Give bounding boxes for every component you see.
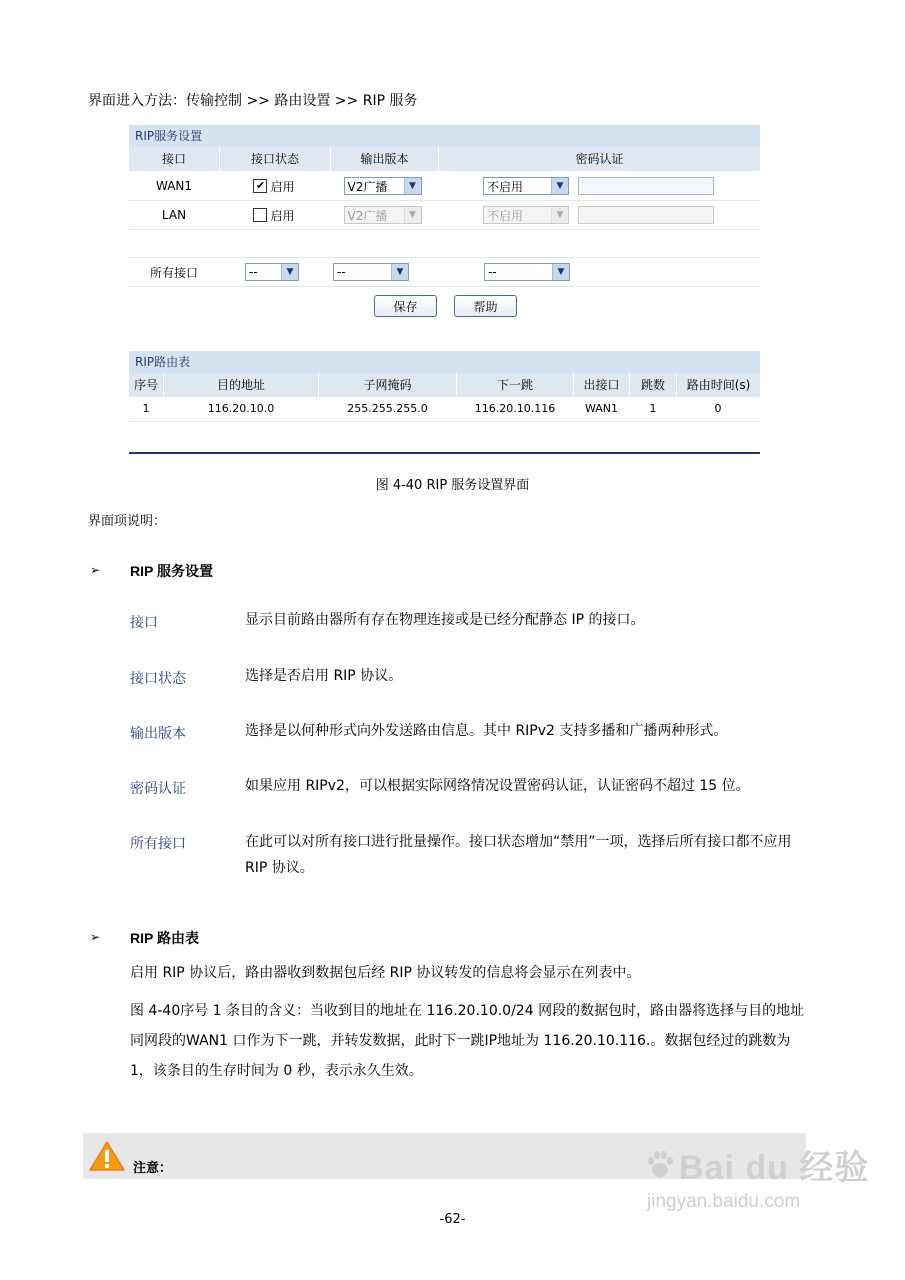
header-interface: 接口: [129, 147, 220, 171]
section-title: RIP 路由表: [130, 930, 199, 946]
cell-hops: 1: [649, 402, 657, 415]
chevron-down-icon: ▼: [552, 264, 569, 280]
section-title: RIP 服务设置: [130, 563, 213, 579]
rip-route-table: [129, 351, 760, 422]
header-version: 输出版本: [331, 147, 439, 171]
navigation-path: 界面进入方法：传输控制 >> 路由设置 >> RIP 服务: [88, 93, 418, 109]
all-status-select[interactable]: -- ▼: [245, 263, 299, 281]
status-label: 启用: [270, 208, 295, 223]
figure-caption: 图 4-40 RIP 服务设置界面: [375, 478, 530, 493]
paw-icon: [643, 1148, 677, 1182]
version-select[interactable]: V2广播 ▼: [344, 206, 422, 224]
term-description: 在此可以对所有接口进行批量操作。接口状态增加“禁用”一项，选择后所有接口都不应用 RIP 协议。: [245, 834, 792, 876]
cell-destination: 116.20.10.0: [207, 402, 275, 415]
interface-row-lan: [129, 201, 760, 230]
watermark-brand: Bai du 经验: [679, 1149, 870, 1187]
help-button[interactable]: 帮助: [454, 295, 517, 317]
cell-route-time: 0: [714, 402, 722, 415]
watermark-url: jingyan.baidu.com: [647, 1191, 801, 1212]
col-netmask: 子网掩码: [319, 373, 457, 397]
version-select[interactable]: V2广播 ▼: [344, 177, 422, 195]
all-auth-select[interactable]: -- ▼: [484, 263, 570, 281]
warning-icon: [88, 1140, 126, 1176]
col-route-time: 路由时间(s): [686, 378, 751, 392]
rip-settings-title: RIP服务设置: [129, 125, 760, 147]
route-table-header: [129, 373, 760, 397]
header-status: 接口状态: [220, 147, 331, 171]
rip-settings-panel: [129, 125, 760, 325]
col-destination: 目的地址: [164, 373, 319, 397]
divider: [129, 452, 760, 454]
spacer-row: [129, 230, 760, 258]
chevron-down-icon: ▼: [404, 178, 421, 194]
term: 输出版本: [130, 726, 186, 742]
cell-index: 1: [142, 402, 150, 415]
term-description: 选择是以何种形式向外发送路由信息。其中 RIPv2 支持多播和广播两种形式。: [245, 723, 728, 739]
save-button[interactable]: 保存: [374, 295, 437, 317]
chevron-down-icon: ▼: [551, 207, 568, 223]
interface-row-wan1: [129, 172, 760, 201]
term: 接口状态: [130, 671, 186, 687]
cell-next-hop: 116.20.10.116: [474, 402, 556, 415]
button-row: [129, 287, 760, 325]
term: 密码认证: [130, 781, 186, 797]
status-checkbox[interactable]: ✔: [253, 179, 267, 193]
col-hops: 跳数: [630, 373, 677, 397]
auth-select[interactable]: 不启用 ▼: [483, 206, 569, 224]
header-auth: 密码认证: [575, 152, 624, 166]
all-interfaces-label: 所有接口: [149, 265, 198, 280]
route-table-title: RIP路由表: [129, 351, 760, 373]
chevron-down-icon: ▼: [551, 178, 568, 194]
bullet-icon: ➢: [90, 563, 101, 577]
cell-netmask: 255.255.255.0: [347, 402, 428, 415]
table-row: [129, 397, 760, 422]
page-number: -62-: [439, 1212, 466, 1227]
interface-name: WAN1: [155, 179, 193, 193]
paragraph: 启用 RIP 协议后，路由器收到数据包后经 RIP 协议转发的信息将会显示在列表中。: [130, 965, 641, 981]
cell-out-interface: WAN1: [584, 402, 619, 415]
status-label: 启用: [270, 179, 295, 194]
auth-password-input[interactable]: [578, 206, 714, 224]
chevron-down-icon: ▼: [404, 207, 421, 223]
baidu-watermark: [643, 1140, 869, 1213]
chevron-down-icon: ▼: [281, 264, 298, 280]
all-version-select[interactable]: -- ▼: [333, 263, 409, 281]
auth-password-input[interactable]: [578, 177, 714, 195]
term: 接口: [130, 615, 158, 631]
chevron-down-icon: ▼: [391, 264, 408, 280]
status-checkbox[interactable]: [253, 208, 267, 222]
bullet-icon: ➢: [90, 930, 101, 944]
auth-select[interactable]: 不启用 ▼: [483, 177, 569, 195]
items-title: 界面项说明：: [88, 514, 167, 529]
paragraph: 图 4-40序号 1 条目的含义：当收到目的地址在 116.20.10.0/24 网段的数据包时，路由器将选择与目的地址同网段的WAN1 口作为下一跳，并转发数据，此时下一跳IP地址为 116.20.10.116.。数据包经过的跳数为 1，该条目的生存时间为 0 秒，表示永久生效。: [130, 1003, 805, 1079]
col-next-hop: 下一跳: [457, 373, 574, 397]
interface-name: LAN: [161, 208, 187, 222]
term-description: 如果应用 RIPv2，可以根据实际网络情况设置密码认证，认证密码不超过 15 位。: [245, 778, 750, 794]
term-description: 显示目前路由器所有存在物理连接或是已经分配静态 IP 的接口。: [245, 612, 645, 628]
col-out-interface: 出接口: [574, 373, 630, 397]
term: 所有接口: [130, 836, 186, 852]
all-interfaces-row: [129, 258, 760, 287]
term-description: 选择是否启用 RIP 协议。: [245, 668, 403, 684]
note-label: 注意：: [133, 1161, 173, 1176]
rip-settings-header: [129, 147, 760, 172]
col-index: 序号: [129, 373, 164, 397]
